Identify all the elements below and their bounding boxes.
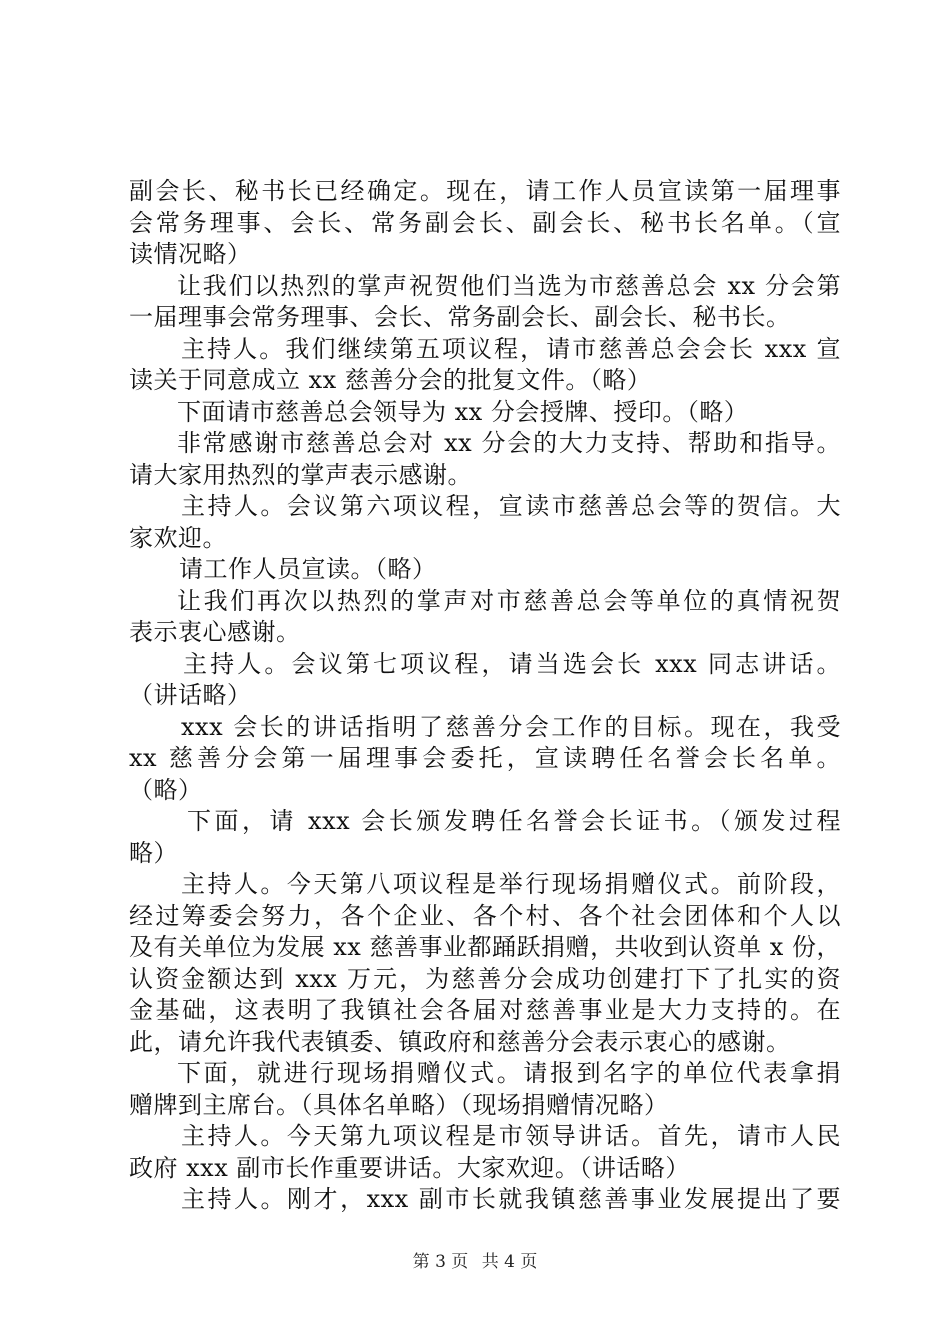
text-line: 此，请允许我代表镇委、镇政府和慈善分会表示衷心的感谢。 bbox=[129, 1027, 791, 1056]
text-line: 略） bbox=[129, 838, 178, 867]
text-line: 下面，就进行现场捐赠仪式。请报到名字的单位代表拿捐 bbox=[177, 1059, 841, 1087]
text-line: 表示衷心感谢。 bbox=[129, 618, 301, 646]
text-line: 及有关单位为发展 xx 慈善事业都踊跃捐赠，共收到认资单 x 份， bbox=[129, 933, 841, 961]
text-line: 金基础，这表明了我镇社会各届对慈善事业是大力支持的。在 bbox=[129, 996, 841, 1024]
text-line: 读情况略） bbox=[129, 240, 252, 268]
text-line: 请大家用热烈的掌声表示感谢。 bbox=[129, 460, 472, 489]
text-line: 下面请市慈善总会领导为 xx 分会授牌、授印。（略） bbox=[177, 397, 749, 426]
text-line: 让我们再次以热烈的掌声对市慈善总会等单位的真情祝贺 bbox=[177, 586, 841, 615]
text-line: （略） bbox=[129, 775, 203, 804]
text-line: 请工作人员宣读。（略） bbox=[179, 555, 437, 583]
text-line: 下面，请 xxx 会长颁发聘任名誉会长证书。（颁发过程 bbox=[187, 807, 841, 835]
text-line: 主持人。会议第六项议程，宣读市慈善总会等的贺信。大 bbox=[181, 492, 841, 520]
text-line: 会常务理事、会长、常务副会长、副会长、秘书长名单。（宣 bbox=[129, 208, 841, 237]
text-line: （讲话略） bbox=[129, 681, 252, 709]
text-line: 主持人。今天第九项议程是市领导讲话。首先，请市人民 bbox=[181, 1122, 841, 1150]
text-line: 一届理事会常务理事、会长、常务副会长、副会长、秘书长。 bbox=[129, 303, 791, 331]
text-line: 读关于同意成立 xx 慈善分会的批复文件。（略） bbox=[129, 366, 652, 394]
text-line: 非常感谢市慈善总会对 xx 分会的大力支持、帮助和指导。 bbox=[177, 429, 841, 457]
page-footer bbox=[0, 1247, 950, 1272]
text-line: 主持人。刚才，xxx 副市长就我镇慈善事业发展提出了要 bbox=[181, 1185, 841, 1213]
document-body bbox=[129, 176, 841, 1216]
text-line: 让我们以热烈的掌声祝贺他们当选为市慈善总会 xx 分会第 bbox=[177, 271, 841, 300]
text-line: 家欢迎。 bbox=[129, 523, 227, 552]
text-line: xx 慈善分会第一届理事会委托，宣读聘任名誉会长名单。 bbox=[129, 744, 841, 772]
text-line: 主持人。今天第八项议程是举行现场捐赠仪式。前阶段， bbox=[181, 870, 841, 898]
text-line: xxx 会长的讲话指明了慈善分会工作的目标。现在，我受 bbox=[181, 712, 841, 741]
text-line: 经过筹委会努力，各个企业、各个村、各个社会团体和个人以 bbox=[129, 901, 841, 930]
text-line: 主持人。我们继续第五项议程，请市慈善总会会长 xxx 宣 bbox=[181, 334, 841, 363]
text-line: 政府 xxx 副市长作重要讲话。大家欢迎。（讲话略） bbox=[129, 1153, 690, 1182]
page-total: 共 4 页 bbox=[481, 1252, 538, 1272]
text-line: 赠牌到主席台。（具体名单略）（现场捐赠情况略） bbox=[129, 1090, 669, 1119]
text-line: 主持人。会议第七项议程，请当选会长 xxx 同志讲话。 bbox=[183, 649, 841, 678]
text-line: 副会长、秘书长已经确定。现在，请工作人员宣读第一届理事 bbox=[129, 177, 841, 205]
text-line: 认资金额达到 xxx 万元，为慈善分会成功创建打下了扎实的资 bbox=[129, 964, 841, 993]
page-number: 第 3 页 bbox=[412, 1252, 469, 1272]
